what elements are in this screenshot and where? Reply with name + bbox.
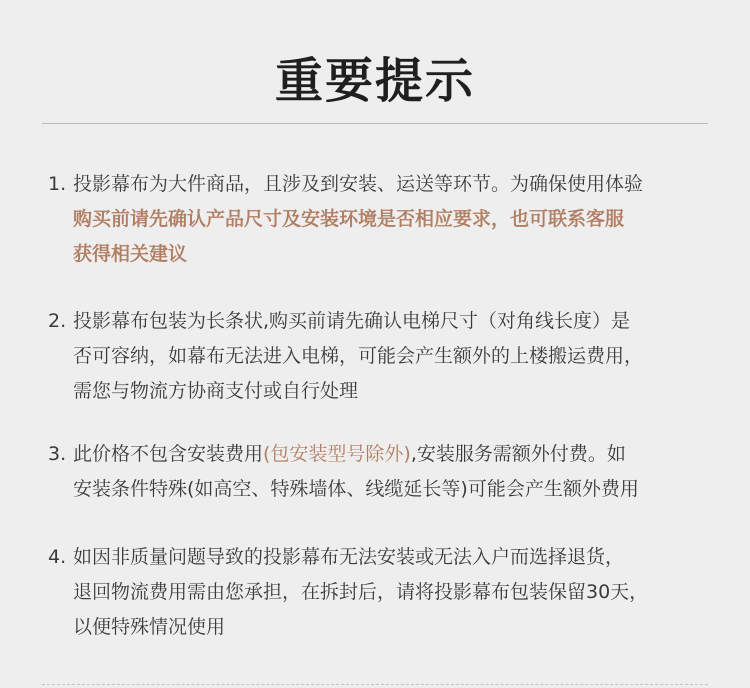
item-line: 如因非质量问题导致的投影幕布无法安装或无法入户而选择退货， [73, 546, 625, 568]
item-line: 否可容纳，如幕布无法进入电梯，可能会产生额外的上楼搬运费用， [73, 345, 644, 367]
item-number: 2. [48, 310, 67, 332]
notice-item-1 [48, 167, 718, 272]
item-line-highlight: 购买前请先确认产品尺寸及安装环境是否相应要求，也可联系客服 [73, 208, 625, 230]
item-line-highlight: 获得相关建议 [73, 243, 188, 265]
item-number: 4. [48, 546, 67, 568]
item-line: 投影幕布为大件商品，且涉及到安装、运送等环节。为确保使用体验 [73, 173, 644, 195]
item-line: 以便特殊情况使用 [73, 616, 226, 638]
page-title: 重要提示 [274, 53, 475, 109]
item-text: ,安装服务需额外付费。如 [410, 443, 626, 465]
item-line: 安装条件特殊(如高空、特殊墙体、线缆延长等)可能会产生额外费用 [73, 478, 639, 500]
item-text: 此价格不包含安装费用 [73, 443, 264, 465]
notice-item-3 [48, 437, 718, 507]
item-number: 1. [48, 173, 67, 195]
notice-item-2 [48, 304, 718, 409]
notice-item-4 [48, 540, 718, 645]
item-line: 需您与物流方协商支付或自行处理 [73, 380, 359, 402]
item-line [73, 437, 718, 472]
title-divider [42, 123, 708, 124]
item-line: 退回物流费用需由您承担，在拆封后，请将投影幕布包装保留30天， [73, 581, 649, 603]
item-text-highlight: (包安装型号除外) [263, 443, 411, 465]
item-number: 3. [48, 443, 67, 465]
item-line: 投影幕布包装为长条状,购买前请先确认电梯尺寸（对角线长度）是 [73, 310, 631, 332]
bottom-divider [42, 684, 708, 685]
